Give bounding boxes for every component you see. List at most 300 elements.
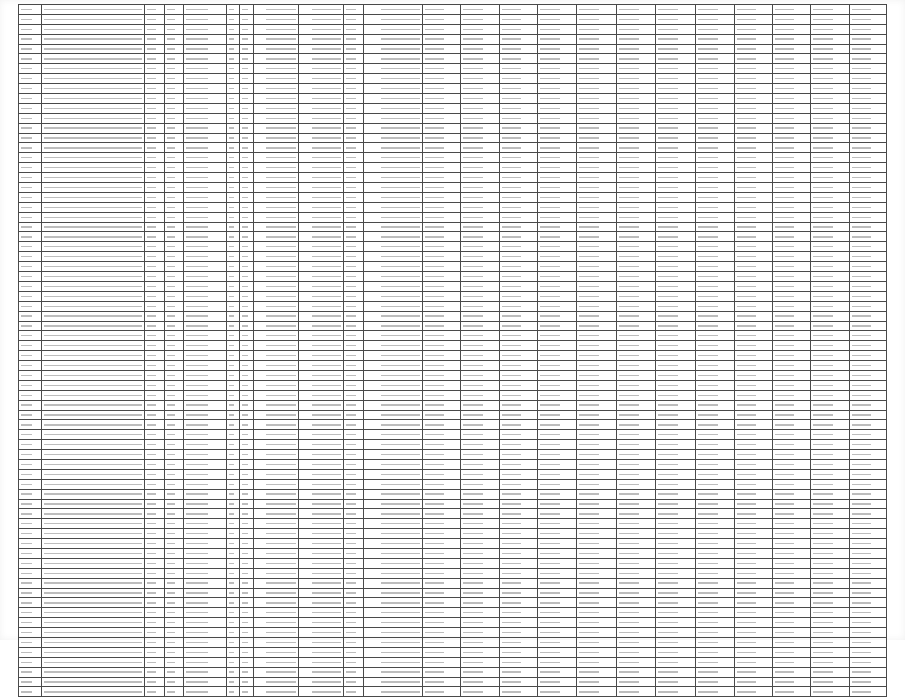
illegible-ink-mark (737, 187, 756, 188)
illegible-ink-mark (698, 681, 717, 682)
illegible-ink-mark (167, 276, 176, 277)
table-cell (164, 430, 183, 440)
illegible-ink-mark (229, 29, 235, 30)
table-cell (772, 5, 810, 15)
illegible-ink-mark (852, 493, 871, 494)
table-cell (423, 133, 461, 143)
illegible-ink-mark (463, 474, 482, 475)
illegible-ink-mark (658, 98, 679, 99)
illegible-ink-mark (463, 464, 482, 465)
table-cell (772, 677, 810, 687)
table-cell (253, 638, 298, 648)
table-cell (164, 568, 183, 578)
illegible-ink-mark (186, 335, 208, 336)
table-cell (145, 509, 164, 519)
illegible-ink-mark (167, 335, 176, 336)
illegible-ink-mark (381, 177, 420, 178)
illegible-ink-mark (44, 226, 143, 227)
table-cell (461, 232, 499, 242)
illegible-ink-mark (540, 306, 559, 307)
illegible-ink-mark (737, 217, 756, 218)
table-cell (364, 153, 423, 163)
illegible-ink-mark (579, 157, 600, 158)
table-cell (576, 5, 617, 15)
illegible-ink-mark (242, 345, 248, 346)
table-cell (298, 667, 343, 677)
illegible-ink-mark (167, 197, 176, 198)
table-cell (538, 618, 576, 628)
table-cell (19, 232, 42, 242)
illegible-ink-mark (737, 691, 756, 692)
table-cell (344, 133, 364, 143)
illegible-ink-mark (813, 434, 832, 435)
illegible-ink-mark (619, 424, 638, 425)
table-cell (19, 400, 42, 410)
table-cell (655, 341, 696, 351)
illegible-ink-mark (502, 108, 521, 109)
illegible-ink-mark (463, 78, 482, 79)
table-cell (655, 301, 696, 311)
table-cell (226, 390, 240, 400)
table-cell (538, 638, 576, 648)
table-cell (145, 281, 164, 291)
table-cell (364, 84, 423, 94)
illegible-ink-mark (167, 671, 176, 672)
table-cell (253, 103, 298, 113)
table-cell (145, 64, 164, 74)
illegible-ink-mark (619, 345, 638, 346)
illegible-ink-mark (44, 306, 143, 307)
illegible-ink-mark (698, 671, 717, 672)
table-cell (226, 341, 240, 351)
illegible-ink-mark (312, 434, 341, 435)
table-cell (772, 123, 810, 133)
table-cell (183, 173, 226, 183)
illegible-ink-mark (698, 642, 717, 643)
illegible-ink-mark (44, 671, 143, 672)
table-cell (538, 74, 576, 84)
illegible-ink-mark (266, 137, 295, 138)
table-cell (617, 84, 655, 94)
illegible-ink-mark (579, 652, 600, 653)
illegible-ink-mark (619, 147, 638, 148)
illegible-ink-mark (229, 642, 235, 643)
table-cell (655, 74, 696, 84)
illegible-ink-mark (44, 395, 143, 396)
table-cell (617, 133, 655, 143)
table-cell (811, 341, 849, 351)
illegible-ink-mark (44, 355, 143, 356)
illegible-ink-mark (242, 523, 248, 524)
table-cell (696, 94, 734, 104)
illegible-ink-mark (852, 256, 871, 257)
table-cell (849, 410, 886, 420)
table-cell (145, 103, 164, 113)
illegible-ink-mark (242, 434, 248, 435)
illegible-ink-mark (852, 671, 871, 672)
table-row (19, 351, 887, 361)
table-cell (696, 370, 734, 380)
illegible-ink-mark (658, 286, 679, 287)
table-cell (772, 410, 810, 420)
table-cell (772, 479, 810, 489)
illegible-ink-mark (698, 632, 717, 633)
table-cell (734, 568, 772, 578)
table-cell (240, 548, 254, 558)
table-cell (423, 370, 461, 380)
illegible-ink-mark (813, 58, 832, 59)
illegible-ink-mark (186, 375, 208, 376)
table-cell (344, 351, 364, 361)
illegible-ink-mark (775, 592, 794, 593)
table-cell (538, 232, 576, 242)
table-cell (298, 341, 343, 351)
illegible-ink-mark (346, 9, 356, 10)
illegible-ink-mark (21, 662, 32, 663)
illegible-ink-mark (698, 58, 717, 59)
table-cell (499, 311, 537, 321)
table-cell (298, 94, 343, 104)
illegible-ink-mark (698, 523, 717, 524)
table-cell (423, 667, 461, 677)
illegible-ink-mark (44, 414, 143, 415)
table-cell (499, 578, 537, 588)
table-cell (226, 103, 240, 113)
illegible-ink-mark (813, 286, 832, 287)
table-cell (19, 143, 42, 153)
illegible-ink-mark (229, 493, 235, 494)
table-cell (41, 430, 145, 440)
illegible-ink-mark (147, 662, 156, 663)
illegible-ink-mark (658, 563, 679, 564)
illegible-ink-mark (619, 355, 638, 356)
table-cell (344, 390, 364, 400)
illegible-ink-mark (381, 246, 420, 247)
illegible-ink-mark (381, 592, 420, 593)
illegible-ink-mark (186, 276, 208, 277)
table-cell (164, 311, 183, 321)
illegible-ink-mark (346, 404, 356, 405)
table-cell (461, 143, 499, 153)
illegible-ink-mark (381, 444, 420, 445)
table-cell (164, 54, 183, 64)
illegible-ink-mark (242, 612, 248, 613)
table-cell (696, 14, 734, 24)
illegible-ink-mark (698, 553, 717, 554)
illegible-ink-mark (579, 118, 600, 119)
table-cell (461, 24, 499, 34)
table-cell (240, 311, 254, 321)
table-row (19, 657, 887, 667)
table-cell (811, 529, 849, 539)
table-cell (696, 677, 734, 687)
illegible-ink-mark (346, 484, 356, 485)
illegible-ink-mark (540, 365, 559, 366)
table-cell (655, 183, 696, 193)
table-cell (734, 430, 772, 440)
illegible-ink-mark (852, 543, 871, 544)
table-cell (226, 628, 240, 638)
illegible-ink-mark (737, 671, 756, 672)
table-cell (19, 153, 42, 163)
illegible-ink-mark (619, 484, 638, 485)
table-cell (576, 321, 617, 331)
table-cell (849, 64, 886, 74)
table-cell (538, 677, 576, 687)
table-cell (734, 153, 772, 163)
illegible-ink-mark (698, 38, 717, 39)
illegible-ink-mark (147, 533, 156, 534)
table-cell (617, 123, 655, 133)
illegible-ink-mark (658, 68, 679, 69)
illegible-ink-mark (229, 484, 235, 485)
illegible-ink-mark (463, 395, 482, 396)
table-cell (576, 420, 617, 430)
illegible-ink-mark (852, 246, 871, 247)
illegible-ink-mark (425, 533, 444, 534)
illegible-ink-mark (346, 177, 356, 178)
illegible-ink-mark (266, 38, 295, 39)
table-cell (41, 331, 145, 341)
table-cell (364, 489, 423, 499)
table-cell (344, 410, 364, 420)
illegible-ink-mark (44, 88, 143, 89)
illegible-ink-mark (425, 217, 444, 218)
illegible-ink-mark (186, 454, 208, 455)
illegible-ink-mark (540, 127, 559, 128)
table-cell (240, 143, 254, 153)
table-cell (617, 153, 655, 163)
illegible-ink-mark (813, 424, 832, 425)
illegible-ink-mark (229, 573, 235, 574)
illegible-ink-mark (540, 98, 559, 99)
illegible-ink-mark (463, 573, 482, 574)
illegible-ink-mark (147, 424, 156, 425)
table-cell (538, 598, 576, 608)
illegible-ink-mark (147, 48, 156, 49)
illegible-ink-mark (346, 553, 356, 554)
illegible-ink-mark (852, 9, 871, 10)
illegible-ink-mark (852, 325, 871, 326)
table-cell (576, 14, 617, 24)
illegible-ink-mark (44, 592, 143, 593)
illegible-ink-mark (229, 286, 235, 287)
table-cell (41, 262, 145, 272)
table-cell (145, 618, 164, 628)
table-cell (183, 192, 226, 202)
illegible-ink-mark (698, 454, 717, 455)
illegible-ink-mark (312, 266, 341, 267)
table-cell (183, 687, 226, 697)
illegible-ink-mark (658, 573, 679, 574)
table-cell (298, 489, 343, 499)
illegible-ink-mark (852, 38, 871, 39)
illegible-ink-mark (312, 187, 341, 188)
illegible-ink-mark (21, 404, 32, 405)
illegible-ink-mark (658, 671, 679, 672)
illegible-ink-mark (775, 454, 794, 455)
table-cell (164, 499, 183, 509)
illegible-ink-mark (266, 652, 295, 653)
illegible-ink-mark (147, 434, 156, 435)
table-cell (19, 539, 42, 549)
illegible-ink-mark (813, 612, 832, 613)
illegible-ink-mark (242, 662, 248, 663)
illegible-ink-mark (312, 147, 341, 148)
illegible-ink-mark (579, 563, 600, 564)
table-cell (145, 242, 164, 252)
illegible-ink-mark (242, 573, 248, 574)
illegible-ink-mark (425, 464, 444, 465)
table-cell (423, 628, 461, 638)
table-cell (576, 578, 617, 588)
illegible-ink-mark (540, 513, 559, 514)
illegible-ink-mark (266, 207, 295, 208)
illegible-ink-mark (579, 306, 600, 307)
illegible-ink-mark (775, 395, 794, 396)
illegible-ink-mark (266, 533, 295, 534)
table-cell (617, 24, 655, 34)
table-cell (423, 44, 461, 54)
illegible-ink-mark (502, 157, 521, 158)
illegible-ink-mark (502, 444, 521, 445)
table-cell (240, 598, 254, 608)
table-cell (298, 687, 343, 697)
illegible-ink-mark (425, 612, 444, 613)
table-cell (253, 489, 298, 499)
illegible-ink-mark (813, 503, 832, 504)
illegible-ink-mark (266, 256, 295, 257)
illegible-ink-mark (312, 582, 341, 583)
illegible-ink-mark (346, 127, 356, 128)
illegible-ink-mark (852, 503, 871, 504)
illegible-ink-mark (619, 365, 638, 366)
illegible-ink-mark (44, 197, 143, 198)
table-cell (423, 548, 461, 558)
illegible-ink-mark (775, 375, 794, 376)
table-cell (240, 390, 254, 400)
illegible-ink-mark (658, 207, 679, 208)
illegible-ink-mark (813, 197, 832, 198)
table-cell (696, 410, 734, 420)
table-cell (849, 24, 886, 34)
table-cell (145, 519, 164, 529)
illegible-ink-mark (229, 671, 235, 672)
illegible-ink-mark (147, 197, 156, 198)
table-cell (849, 341, 886, 351)
illegible-ink-mark (229, 108, 235, 109)
table-cell (253, 301, 298, 311)
table-cell (576, 618, 617, 628)
illegible-ink-mark (737, 9, 756, 10)
illegible-ink-mark (167, 236, 176, 237)
table-cell (811, 618, 849, 628)
table-cell (253, 281, 298, 291)
illegible-ink-mark (775, 88, 794, 89)
table-cell (696, 143, 734, 153)
table-cell (145, 143, 164, 153)
illegible-ink-mark (229, 414, 235, 415)
illegible-ink-mark (775, 68, 794, 69)
table-cell (655, 14, 696, 24)
illegible-ink-mark (346, 157, 356, 158)
illegible-ink-mark (775, 286, 794, 287)
table-cell (298, 459, 343, 469)
illegible-ink-mark (579, 474, 600, 475)
table-cell (655, 450, 696, 460)
illegible-ink-mark (737, 493, 756, 494)
illegible-ink-mark (540, 434, 559, 435)
illegible-ink-mark (229, 404, 235, 405)
table-cell (617, 400, 655, 410)
illegible-ink-mark (775, 543, 794, 544)
table-cell (734, 242, 772, 252)
table-cell (364, 232, 423, 242)
table-cell (617, 598, 655, 608)
table-cell (538, 361, 576, 371)
illegible-ink-mark (312, 29, 341, 30)
illegible-ink-mark (242, 29, 248, 30)
table-cell (164, 687, 183, 697)
illegible-ink-mark (775, 493, 794, 494)
table-cell (240, 588, 254, 598)
table-cell (696, 272, 734, 282)
table-cell (538, 94, 576, 104)
illegible-ink-mark (852, 553, 871, 554)
illegible-ink-mark (463, 602, 482, 603)
table-cell (423, 519, 461, 529)
table-cell (772, 647, 810, 657)
table-cell (849, 301, 886, 311)
illegible-ink-mark (167, 691, 176, 692)
table-cell (734, 509, 772, 519)
table-cell (298, 469, 343, 479)
table-cell (538, 628, 576, 638)
illegible-ink-mark (579, 167, 600, 168)
illegible-ink-mark (698, 612, 717, 613)
illegible-ink-mark (737, 207, 756, 208)
illegible-ink-mark (44, 582, 143, 583)
illegible-ink-mark (381, 484, 420, 485)
table-cell (734, 232, 772, 242)
table-cell (226, 420, 240, 430)
register-sheet (18, 4, 887, 632)
illegible-ink-mark (167, 434, 176, 435)
table-cell (734, 400, 772, 410)
table-cell (164, 301, 183, 311)
illegible-ink-mark (579, 365, 600, 366)
table-cell (226, 667, 240, 677)
table-cell (183, 459, 226, 469)
table-cell (41, 420, 145, 430)
table-cell (145, 628, 164, 638)
illegible-ink-mark (266, 444, 295, 445)
illegible-ink-mark (619, 78, 638, 79)
table-cell (423, 242, 461, 252)
table-cell (696, 420, 734, 430)
illegible-ink-mark (737, 226, 756, 227)
illegible-ink-mark (852, 108, 871, 109)
illegible-ink-mark (775, 266, 794, 267)
illegible-ink-mark (44, 325, 143, 326)
table-cell (734, 608, 772, 618)
table-cell (461, 647, 499, 657)
table-cell (811, 143, 849, 153)
illegible-ink-mark (167, 424, 176, 425)
table-cell (811, 272, 849, 282)
table-cell (19, 163, 42, 173)
table-cell (226, 242, 240, 252)
